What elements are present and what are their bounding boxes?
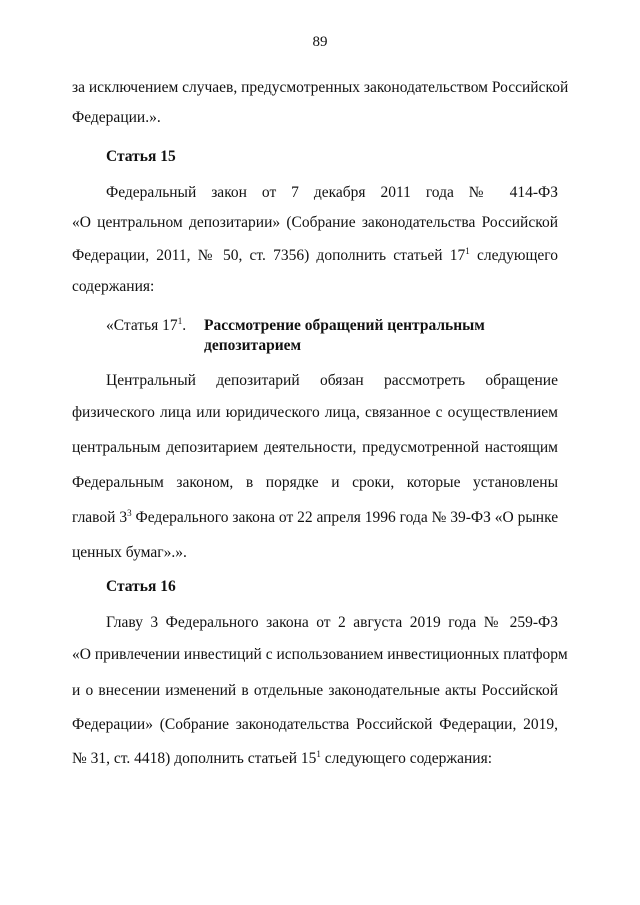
- text-line: Федерации» (Собрание законодательства Российской Федерации, 2019,: [72, 716, 558, 733]
- text-line: и о внесении изменений в отдельные законодательные акты Российской: [72, 682, 558, 699]
- text-line: «О центральном депозитарии» (Собрание законодательства Российской: [72, 214, 558, 231]
- text-line: «О привлечении инвестиций с использованием инвестиционных платформ: [72, 646, 568, 663]
- text-line: содержания:: [72, 278, 155, 295]
- text-line: Федеральный закон от 7 декабря 2011 года № 414-ФЗ: [106, 184, 558, 201]
- text-line: физического лица или юридического лица, связанное с осуществлением: [72, 404, 558, 421]
- text-line: Федерации.».: [72, 109, 161, 126]
- text-line: центральным депозитарием деятельности, предусмотренной настоящим: [72, 439, 558, 456]
- text-line: Федерации, 2011, № 50, ст. 7356) дополнить статьей $17^1$ следующего: [72, 246, 559, 264]
- page-number: 89: [312, 34, 328, 50]
- text-line: ценных бумаг».».: [72, 544, 187, 561]
- article-15-heading: Статья 15: [106, 148, 176, 165]
- text-line: № 31, ст. 4418) дополнить статьей $15^1$ следующего содержания:: [72, 749, 493, 767]
- text-line: за исключением случаев, предусмотренных законодательством Российской: [72, 79, 569, 96]
- inserted-article-title: Рассмотрение обращений центральным депозитарием: [204, 317, 485, 354]
- text-line: главой $3^3$ Федерального закона от 22 апреля 1996 года № 39-ФЗ «О рынке: [72, 508, 559, 526]
- inserted-article-number: «Статья $17^1$.: [106, 316, 187, 334]
- text-line: Федеральным законом, в порядке и сроки, которые установлены: [72, 474, 558, 491]
- article-16-heading: Статья 16: [106, 578, 176, 595]
- inserted-article-heading: [106, 316, 485, 356]
- text-line: Главу 3 Федерального закона от 2 августа 2019 года № 259-ФЗ: [106, 614, 558, 631]
- text-line: Центральный депозитарий обязан рассмотреть обращение: [106, 372, 558, 389]
